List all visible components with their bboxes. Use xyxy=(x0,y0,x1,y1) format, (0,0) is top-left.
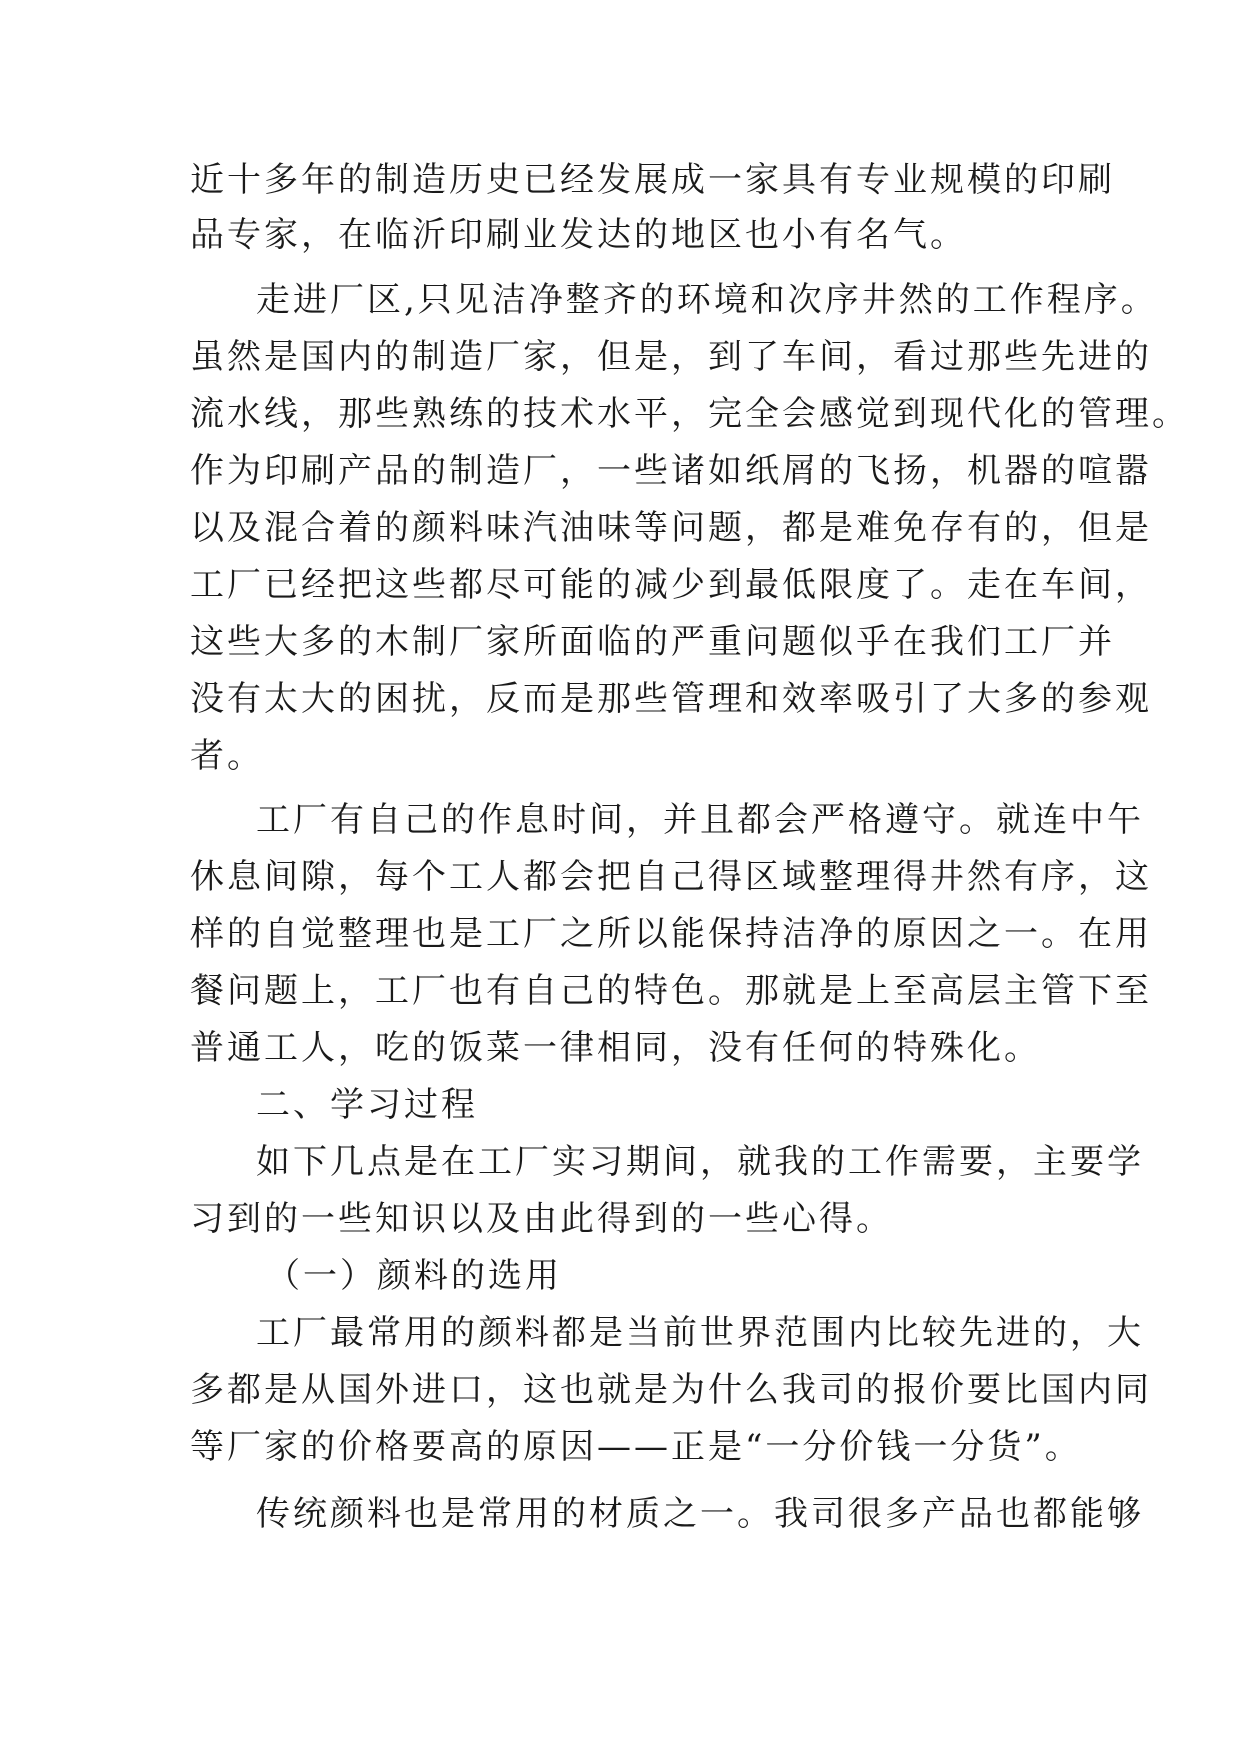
text-line: 近十多年的制造历史已经发展成一家具有专业规模的印刷 xyxy=(190,160,1115,200)
text-line: 品专家，在临沂印刷业发达的地区也小有名气。 xyxy=(190,215,967,255)
text-line: 餐问题上，工厂也有自己的特色。那就是上至高层主管下至 xyxy=(190,971,1152,1011)
paragraph-first-line: 传统颜料也是常用的材质之一。我司很多产品也都能够 xyxy=(256,1494,1144,1534)
text-line: 作为印刷产品的制造厂，一些诸如纸屑的飞扬，机器的喧嚣 xyxy=(190,451,1152,491)
section-heading: 二、学习过程 xyxy=(256,1085,478,1125)
text-line: 工厂已经把这些都尽可能的减少到最低限度了。走在车间， xyxy=(190,565,1152,605)
text-line: 普通工人，吃的饭菜一律相同，没有任何的特殊化。 xyxy=(190,1028,1041,1068)
text-line: 流水线，那些熟练的技术水平，完全会感觉到现代化的管理。 xyxy=(190,394,1189,434)
text-line: 休息间隙，每个工人都会把自己得区域整理得井然有序，这 xyxy=(190,857,1152,897)
text-line: 样的自觉整理也是工厂之所以能保持洁净的原因之一。在用 xyxy=(190,914,1152,954)
text-line: 这些大多的木制厂家所面临的严重问题似乎在我们工厂并 xyxy=(190,622,1115,662)
subsection-heading: （一）颜料的选用 xyxy=(266,1256,562,1296)
text-line: 多都是从国外进口，这也就是为什么我司的报价要比国内同 xyxy=(190,1370,1152,1410)
paragraph-first-line: 如下几点是在工厂实习期间，就我的工作需要，主要学 xyxy=(256,1142,1144,1182)
text-line: 习到的一些知识以及由此得到的一些心得。 xyxy=(190,1199,893,1239)
paragraph-first-line: 工厂有自己的作息时间，并且都会严格遵守。就连中午 xyxy=(256,800,1144,840)
text-line: 者。 xyxy=(190,736,264,776)
paragraph-first-line: 走进厂区,只见洁净整齐的环境和次序井然的工作程序。 xyxy=(256,280,1158,320)
text-line: 以及混合着的颜料味汽油味等问题，都是难免存有的，但是 xyxy=(190,508,1152,548)
text-line: 虽然是国内的制造厂家，但是，到了车间，看过那些先进的 xyxy=(190,337,1152,377)
text-line: 等厂家的价格要高的原因——正是“一分价钱一分货”。 xyxy=(190,1427,1082,1467)
paragraph-first-line: 工厂最常用的颜料都是当前世界范围内比较先进的，大 xyxy=(256,1313,1144,1353)
text-line: 没有太大的困扰，反而是那些管理和效率吸引了大多的参观 xyxy=(190,679,1152,719)
